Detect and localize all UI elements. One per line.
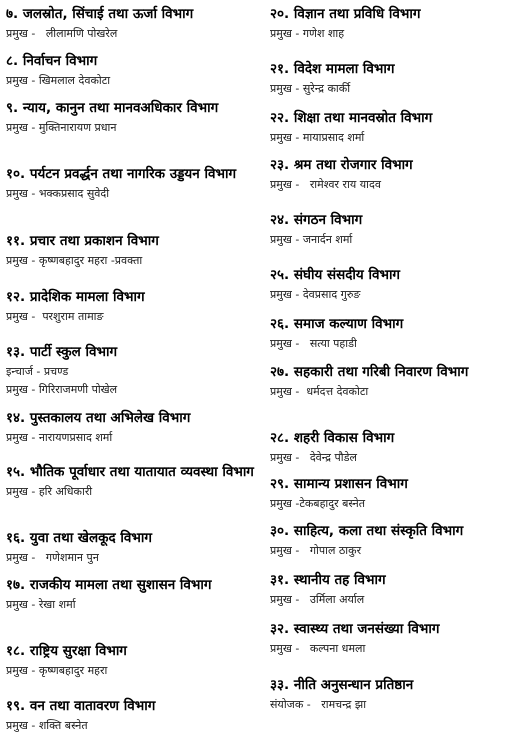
head-name: देवप्रसाद गुरुङ — [302, 288, 361, 301]
department-title: १५. भौतिक पूर्वाधार तथा यातायात व्यवस्था विभाग — [6, 464, 254, 480]
head-name: रामचन्द्र झा — [321, 698, 367, 711]
department-title: ३१. स्थानीय तह विभाग — [270, 572, 386, 588]
separator: - — [27, 383, 39, 396]
department-head — [6, 597, 258, 613]
department-entry — [6, 100, 258, 136]
department-head — [270, 177, 522, 193]
separator: - — [27, 598, 39, 611]
department-head — [270, 26, 522, 42]
department-entry — [6, 344, 258, 398]
department-title: ७. जलस्रोत, सिंचाई तथा ऊर्जा विभाग — [6, 6, 194, 22]
department-entry — [270, 316, 522, 352]
department-entry — [6, 53, 258, 89]
separator: - — [27, 485, 39, 498]
department-title: १४. पुस्तकालय तथा अभिलेख विभाग — [6, 410, 191, 426]
separator: - — [303, 698, 322, 711]
separator: - — [291, 178, 310, 191]
department-entry — [270, 523, 522, 559]
head-name: प्रचण्ड — [43, 365, 69, 378]
role-label: प्रमुख — [270, 82, 292, 95]
role-label: प्रमुख — [6, 719, 28, 732]
role-label: प्रमुख — [6, 551, 28, 564]
head-name: लीलामणि पोखरेल — [45, 27, 118, 40]
role-label: प्रमुख — [6, 485, 28, 498]
department-head — [6, 309, 258, 325]
head-name: रामेश्वर राय यादव — [309, 178, 381, 191]
role-label: प्रमुख — [6, 598, 28, 611]
separator: - — [27, 664, 39, 677]
separator: - — [27, 431, 39, 444]
head-name: धर्मदत्त देवकोटा — [306, 385, 369, 398]
role-label: प्रमुख — [6, 254, 28, 267]
head-name: नारायणप्रसाद शर्मा — [38, 431, 113, 444]
department-entry — [6, 6, 258, 42]
department-head — [6, 718, 258, 734]
department-entry — [270, 110, 522, 146]
head-name: टेकबहादुर बस्नेत — [299, 497, 365, 510]
department-head — [6, 550, 258, 566]
department-entry — [6, 577, 258, 613]
department-title: १२. प्रादेशिक मामला विभाग — [6, 289, 145, 305]
department-head — [6, 484, 258, 500]
department-title: २६. समाज कल्याण विभाग — [270, 316, 404, 332]
department-entry — [270, 6, 522, 42]
head-name: मायाप्रसाद शर्मा — [302, 131, 365, 144]
department-head — [270, 232, 522, 248]
department-entry — [6, 410, 258, 446]
role-label: प्रमुख — [6, 121, 28, 134]
separator: - — [291, 385, 307, 398]
department-entry — [6, 643, 258, 679]
department-entry — [270, 677, 522, 713]
department-head — [270, 384, 522, 400]
department-head — [270, 496, 522, 512]
head-name: हरि अधिकारी — [38, 485, 93, 498]
department-head — [270, 697, 522, 713]
department-head — [6, 430, 258, 446]
head-name: परशुराम तामाङ — [42, 310, 104, 323]
separator: - — [291, 451, 310, 464]
department-title: १७. राजकीय मामला तथा सुशासन विभाग — [6, 577, 212, 593]
role-label: प्रमुख — [270, 131, 292, 144]
separator: - — [27, 27, 46, 40]
role-label: प्रमुख — [270, 497, 292, 510]
separator: - — [291, 233, 303, 246]
separator: - — [32, 365, 44, 378]
department-entry — [270, 364, 522, 400]
head-name: रेखा शर्मा — [38, 598, 76, 611]
separator: - — [27, 121, 39, 134]
department-head — [270, 543, 522, 559]
role-label: इन्चार्ज — [6, 365, 33, 378]
separator: - — [27, 254, 39, 267]
role-label: प्रमुख — [6, 74, 28, 87]
department-entry — [6, 698, 258, 734]
head-name: जनार्दन शर्मा — [302, 233, 353, 246]
role-label: प्रमुख — [6, 431, 28, 444]
department-head — [6, 73, 258, 89]
head-name: गणेश शाह — [302, 27, 345, 40]
department-entry — [270, 572, 522, 608]
department-title: २३. श्रम तथा रोजगार विभाग — [270, 157, 413, 173]
head-name: शक्ति बस्नेत — [38, 719, 88, 732]
department-title: २८. शहरी विकास विभाग — [270, 430, 395, 446]
separator: - — [291, 544, 310, 557]
head-name: सुरेन्द्र कार्की — [302, 82, 351, 95]
department-head — [6, 186, 258, 202]
department-head — [270, 336, 522, 352]
role-label: संयोजक — [270, 698, 304, 711]
department-title: २४. संगठन विभाग — [270, 212, 363, 228]
separator: - — [291, 593, 310, 606]
head-name: मुक्तिनारायण प्रधान — [38, 121, 117, 134]
department-title: २५. संघीय संसदीय विभाग — [270, 267, 401, 283]
head-name: देवेन्द्र पौडेल — [309, 451, 357, 464]
department-title: १३. पार्टी स्कुल विभाग — [6, 344, 118, 360]
department-entry — [6, 289, 258, 325]
separator: - — [27, 551, 46, 564]
department-head — [6, 382, 258, 398]
department-entry — [6, 464, 258, 500]
department-entry — [270, 621, 522, 657]
department-title: १८. राष्ट्रिय सुरक्षा विभाग — [6, 643, 127, 659]
department-title: ११. प्रचार तथा प्रकाशन विभाग — [6, 233, 159, 249]
department-entry — [270, 157, 522, 193]
separator: - — [291, 82, 303, 95]
department-title: ३२. स्वास्थ्य तथा जनसंख्या विभाग — [270, 621, 440, 637]
department-head — [270, 81, 522, 97]
separator: - — [291, 642, 310, 655]
head-name: कृष्णबहादुर महरा — [38, 664, 108, 677]
role-label: प्रमुख — [6, 383, 28, 396]
department-title: ३०. साहित्य, कला तथा संस्कृति विभाग — [270, 523, 464, 539]
department-entry — [270, 61, 522, 97]
role-label: प्रमुख — [270, 233, 292, 246]
department-head — [270, 287, 522, 303]
separator: - — [27, 187, 39, 200]
department-head — [6, 663, 258, 679]
department-title: ९. न्याय, कानुन तथा मानवअधिकार विभाग — [6, 100, 219, 116]
department-entry — [6, 530, 258, 566]
department-head — [6, 120, 258, 136]
role-label: प्रमुख — [6, 310, 28, 323]
department-entry — [270, 212, 522, 248]
separator: - — [27, 310, 43, 323]
head-name: भक्कप्रसाद सुवेदी — [38, 187, 110, 200]
head-name: उर्मिला अर्याल — [309, 593, 365, 606]
department-entry — [270, 476, 522, 512]
head-name: गिरिराजमणी पोखेल — [38, 383, 118, 396]
department-title: २२. शिक्षा तथा मानवस्रोत विभाग — [270, 110, 433, 126]
separator: - — [291, 131, 303, 144]
department-title: ८. निर्वाचन विभाग — [6, 53, 98, 69]
department-title: ३३. नीति अनुसन्धान प्रतिष्ठान — [270, 677, 414, 693]
department-title: १९. वन तथा वातावरण विभाग — [6, 698, 156, 714]
head-name: खिमलाल देवकोटा — [38, 74, 111, 87]
department-head — [6, 253, 258, 269]
separator: - — [27, 719, 39, 732]
department-entry — [6, 166, 258, 202]
role-label: प्रमुख — [270, 385, 292, 398]
role-label: प्रमुख — [6, 27, 28, 40]
department-head — [270, 641, 522, 657]
role-label: प्रमुख — [270, 337, 292, 350]
department-title: २१. विदेश मामला विभाग — [270, 61, 395, 77]
role-label: प्रमुख — [6, 187, 28, 200]
department-head — [270, 592, 522, 608]
head-name: सत्या पहाडी — [309, 337, 357, 350]
separator: - — [291, 337, 310, 350]
separator: - — [291, 497, 300, 510]
role-label: प्रमुख — [270, 544, 292, 557]
head-name: कृष्णबहादुर महरा -प्रवक्ता — [38, 254, 143, 267]
department-title: १०. पर्यटन प्रवर्द्धन तथा नागरिक उड्डयन विभाग — [6, 166, 237, 182]
head-name: कल्पना धमला — [309, 642, 366, 655]
role-label: प्रमुख — [270, 178, 292, 191]
department-head — [270, 450, 522, 466]
department-title: २७. सहकारी तथा गरिबी निवारण विभाग — [270, 364, 469, 380]
role-label: प्रमुख — [270, 27, 292, 40]
department-title: २०. विज्ञान तथा प्रविधि विभाग — [270, 6, 421, 22]
separator: - — [291, 288, 303, 301]
separator: - — [291, 27, 303, 40]
head-name: गोपाल ठाकुर — [309, 544, 362, 557]
role-label: प्रमुख — [270, 288, 292, 301]
role-label: प्रमुख — [270, 593, 292, 606]
department-title: १६. युवा तथा खेलकूद विभाग — [6, 530, 152, 546]
department-entry — [270, 430, 522, 466]
role-label: प्रमुख — [6, 664, 28, 677]
department-head — [270, 130, 522, 146]
role-label: प्रमुख — [270, 451, 292, 464]
department-head — [6, 364, 258, 380]
role-label: प्रमुख — [270, 642, 292, 655]
department-head — [6, 26, 258, 42]
department-entry — [6, 233, 258, 269]
department-title: २९. सामान्य प्रशासन विभाग — [270, 476, 408, 492]
department-entry — [270, 267, 522, 303]
separator: - — [27, 74, 39, 87]
head-name: गणेशमान पुन — [45, 551, 99, 564]
